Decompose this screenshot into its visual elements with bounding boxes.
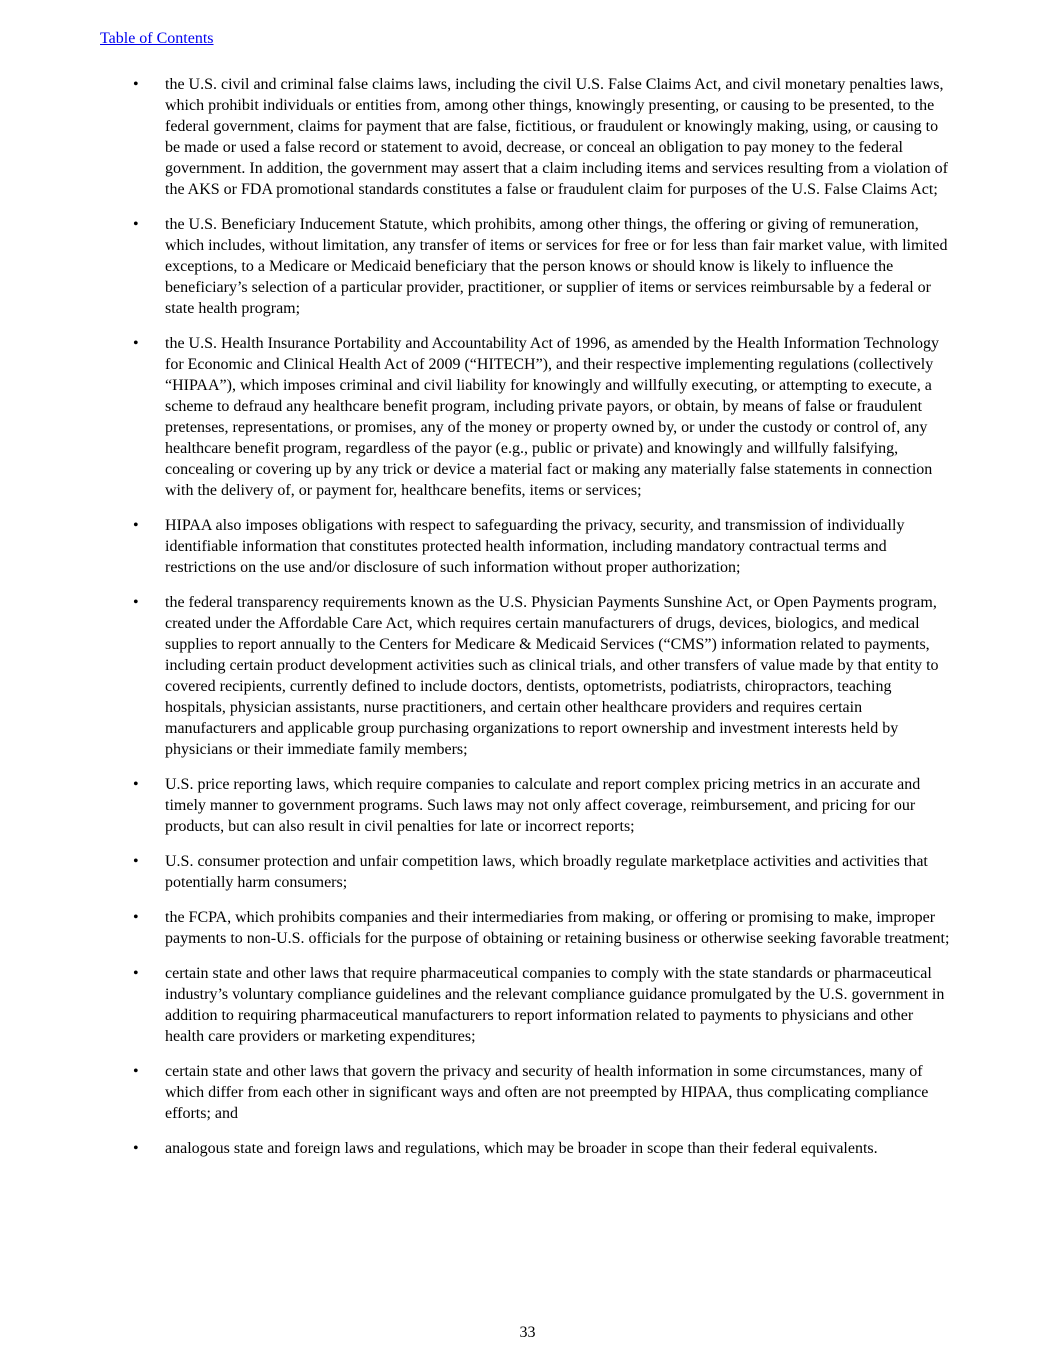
table-of-contents-link[interactable]: Table of Contents	[100, 30, 214, 47]
bullet-text: the U.S. Health Insurance Portability and Accountability Act of 1996, as amended by the Health Information Technology for Economic and Clinical Health Act of 2009 (“HITECH”), and their respective implementing regulations (collectively “HIPAA”), which imposes criminal and civil liability for knowingly and willfully executing, or attempting to execute, a scheme to defraud any healthcare benefit program, including private payors, or obtain, by means of false or fraudulent pretenses, representations, or promises, any of the money or property owned by, or under the custody or control of, any healthcare benefit program, regardless of the payor (e.g., public or private) and knowingly and willfully falsifying, concealing or covering up by any trick or device a material fact or making any materially false statements in connection with the delivery of, or payment for, healthcare benefits, items or services;	[165, 335, 939, 499]
bullet-text: the federal transparency requirements known as the U.S. Physician Payments Sunshine Act, or Open Payments program, created under the Affordable Care Act, which requires certain manufacturers of drugs, devices, biologics, and medical supplies to report annually to the Centers for Medicare & Medicaid Services (“CMS”) information related to payments, including certain product development activities such as clinical trials, and other transfers of value made by that entity to covered recipients, currently defined to include doctors, dentists, optometrists, podiatrists, chiropractors, teaching hospitals, physician assistants, nurse practitioners, and certain other healthcare providers and requires certain manufacturers and applicable group purchasing organizations to report ownership and investment interests held by physicians or their immediate family members;	[165, 594, 939, 758]
bullet-icon: •	[133, 594, 139, 611]
bullet-text: the FCPA, which prohibits companies and their intermediaries from making, or offering or promising to make, improper payments to non-U.S. officials for the purpose of obtaining or retaining business or otherwise seeking favorable treatment;	[165, 909, 950, 947]
bullet-icon: •	[133, 965, 139, 982]
bullet-text: certain state and other laws that govern the privacy and security of health information in some circumstances, many of which differ from each other in significant ways and often are not preempted by HIPAA, thus complicating compliance efforts; and	[165, 1063, 929, 1122]
bullet-item	[133, 74, 955, 200]
bullet-item	[133, 963, 955, 1047]
bullet-icon: •	[133, 216, 139, 233]
bullet-list	[0, 74, 1055, 1159]
bullet-text: the U.S. civil and criminal false claims laws, including the civil U.S. False Claims Act, and civil monetary penalties laws, which prohibit individuals or entities from, among other things, knowingly presenting, or causing to be presented, to the federal government, claims for payment that are false, fictitious, or fraudulent or knowingly making, using, or causing to be made or used a false record or statement to avoid, decrease, or conceal an obligation to pay money to the federal government. In addition, the government may assert that a claim including items and services resulting from a violation of the AKS or FDA promotional standards constitutes a false or fraudulent claim for purposes of the U.S. False Claims Act;	[165, 76, 948, 198]
bullet-icon: •	[133, 1063, 139, 1080]
bullet-item	[133, 333, 955, 501]
bullet-item	[133, 515, 955, 578]
bullet-icon: •	[133, 776, 139, 793]
bullet-item	[133, 907, 955, 949]
page-number: 33	[519, 1324, 536, 1341]
bullet-text: HIPAA also imposes obligations with respect to safeguarding the privacy, security, and transmission of individually identifiable information that constitutes protected health information, including mandatory contractual terms and restrictions on the use and/or disclosure of such information without proper authorization;	[165, 517, 905, 576]
bullet-item	[133, 592, 955, 760]
bullet-icon: •	[133, 76, 139, 93]
bullet-item	[133, 1138, 955, 1159]
bullet-text: U.S. price reporting laws, which require companies to calculate and report complex pricing metrics in an accurate and timely manner to government programs. Such laws may not only affect coverage, reimbursement, and pricing for our products, but can also result in civil penalties for late or incorrect reports;	[165, 776, 921, 835]
bullet-item	[133, 1061, 955, 1124]
bullet-text: certain state and other laws that require pharmaceutical companies to comply with the state standards or pharmaceutical industry’s voluntary compliance guidelines and the relevant compliance guidance promulgated by the U.S. government in addition to requiring pharmaceutical manufacturers to report information related to payments to physicians and other health care providers or marketing expenditures;	[165, 965, 945, 1045]
bullet-icon: •	[133, 517, 139, 534]
bullet-icon: •	[133, 335, 139, 352]
bullet-item	[133, 214, 955, 319]
bullet-text: U.S. consumer protection and unfair competition laws, which broadly regulate marketplace activities and activities that potentially harm consumers;	[165, 853, 928, 891]
bullet-icon: •	[133, 1140, 139, 1157]
bullet-item	[133, 774, 955, 837]
bullet-text: analogous state and foreign laws and regulations, which may be broader in scope than their federal equivalents.	[165, 1140, 878, 1157]
bullet-icon: •	[133, 853, 139, 870]
bullet-item	[133, 851, 955, 893]
bullet-icon: •	[133, 909, 139, 926]
bullet-text: the U.S. Beneficiary Inducement Statute, which prohibits, among other things, the offering or giving of remuneration, which includes, without limitation, any transfer of items or services for free or for less than fair market value, with limited exceptions, to a Medicare or Medicaid beneficiary that the person knows or should know is likely to influence the beneficiary’s selection of a particular provider, practitioner, or supplier of items or services reimbursable by a federal or state health program;	[165, 216, 948, 317]
